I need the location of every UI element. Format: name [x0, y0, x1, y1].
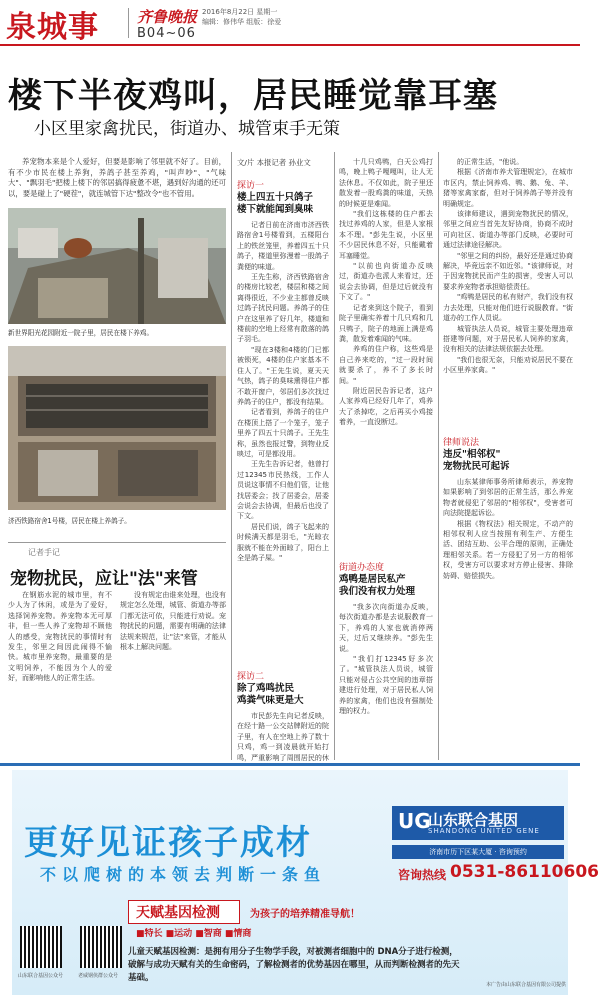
- qr-caption-1: 山东联合基因公众号: [18, 973, 64, 979]
- paper-logo: 齐鲁晚报: [137, 8, 198, 26]
- column-4-paragraph: 城管执法人员说，城管主要处理违章搭建等问题，对于居民私人饲养的家禽，没有相关的法律法规依据去处理。: [443, 324, 573, 354]
- column-divider: [231, 152, 232, 760]
- page-code: B04~06: [137, 26, 196, 41]
- section-body-3: [339, 602, 433, 760]
- qr-code-2[interactable]: [80, 926, 122, 968]
- section-title-3: 鸡鸭是居民私产 我们没有权力处理: [339, 574, 416, 597]
- qr-code-1[interactable]: [20, 926, 62, 968]
- section-body-4: [443, 477, 573, 760]
- editorial-column-a: [8, 590, 112, 760]
- section-4-paragraph: 山东某律师事务所律师表示，养宠物如果影响了到邻居的正常生活，那么养宠物者就侵犯了邻居的"相邻权"，受害者可向法院提起诉讼。: [443, 478, 573, 518]
- qr-caption-2: 老威钢侠群公众号: [78, 973, 119, 979]
- ad-logo-mark: UG: [398, 809, 431, 833]
- editorial-label: 记者手记: [28, 548, 60, 557]
- column-5-body: [443, 157, 573, 429]
- column-divider: [438, 152, 439, 760]
- ad-tagline: 不以爬树的本领去判断一条鱼: [40, 865, 327, 884]
- column-3-paragraph: 养鸡的住户称，这些鸡是自己养来吃的，"过一段时间就要杀了，养不了多长时间。": [339, 345, 433, 385]
- ad-brand-en: SHANDONG UNITED GENE: [428, 827, 540, 835]
- editorial-text-a: 在钢筋水泥的城市里，有不少人为了休闲，或是为了爱好，选择饲养宠物。养宠物本无可厚非，但一些人养了宠物却不顾他人的感受，宠物扰民的事情时有发生，邻里之间因此闹得不愉快。城市里养宠物，最重要的是文明饲养，不能因为个人的爱好，而影响他人的正常生活。: [8, 591, 112, 683]
- masthead-divider: [128, 8, 129, 38]
- section-4-paragraph: 根据《物权法》相关规定，不动产的相邻权利人应当按照有利生产、方便生活、团结互助、公平合理的原则，正确处理相邻关系。若一方侵犯了另一方的相邻权，受害方可以要求对方停止侵害、排除妨碍、赔偿损失。: [443, 519, 573, 580]
- headline: 楼下半夜鸡叫，居民睡觉靠耳塞: [8, 76, 498, 116]
- section-1-paragraph: 王先生称，济西铁路宿舍的楼房比较老，楼层和楼之间离得很近，不少业主都曾反映过鸽子扰民问题。养鸽子的住户在这里养了好几年，楼道和楼前的空地上经常有散落的鸽子羽毛。: [237, 273, 329, 344]
- section-1-paragraph: "现在3楼和4楼的门已都被锁死，4楼的住户家基本不住人了。"王先生说，夏天天气热，鸽子的臭味熏得住户都不敢开窗户，邻居们多次找过养鸽子的住户，都没有结果。: [237, 345, 329, 406]
- section-label-1: 探访一: [237, 181, 265, 191]
- section-label-4: 律师说法: [443, 438, 480, 448]
- column-3-body: [339, 157, 433, 552]
- photo-chicken-yard-image: [8, 208, 226, 324]
- ad-address: 济南市历下区某大厦 · 咨询预约: [392, 845, 564, 859]
- editorial-column-b: [120, 590, 226, 760]
- ad-slogan: 更好见证孩子成材: [24, 823, 312, 863]
- subheadline: 小区里家禽扰民，街道办、城管束手无策: [34, 119, 340, 139]
- ad-hotline-label: 咨询热线: [398, 868, 447, 882]
- section-title-1: 楼上四五十只鸽子 楼下就能闻到臭味: [237, 192, 314, 215]
- column-4-paragraph: "鸡鸭是居民的私有财产，我们没有权力去处理，只能对他们进行说服教育。"街道办的工作人员说。: [443, 293, 573, 323]
- photo-chicken-yard: [8, 208, 226, 324]
- column-5-paragraph: 的正常生活，"他说。: [457, 158, 524, 166]
- editorial-rule: [8, 542, 226, 543]
- ad-footnote: 本广告由山东联合基因有限公司提供: [486, 982, 567, 988]
- ad-test-name: 天赋基因检测: [136, 905, 220, 921]
- lead-paragraph: [8, 157, 226, 201]
- ad-brand-name: 山东联合基因: [428, 811, 519, 829]
- section-body-1: [237, 220, 329, 660]
- section-3-paragraph: "我多次向街道办反映，每次街道办都是去说服教育一下，养鸡的人家也就消停两天，过后又继续养。"彭先生说。: [339, 603, 433, 653]
- column-5-paragraph: "邻里之间的纠纷，最好还是通过协商解决，毕竟远亲不如近邻。"该律师说，对于因宠物扰民而产生的损害，受害人可以要求养宠物者承担赔偿责任。: [443, 251, 573, 291]
- section-title-2: 除了鸡鸣扰民 鸡粪气味更是大: [237, 683, 304, 706]
- section-title: 泉城事: [6, 10, 99, 45]
- section-1-paragraph: 居民们说，鸽子飞起来的时候满天都是羽毛，"光晾衣服就不能在外面晾了，阳台上全是鸽子屎。": [237, 522, 329, 562]
- column-divider: [334, 152, 335, 760]
- issue-editors: 编辑：修伟华 组版：徐爱: [202, 18, 282, 26]
- section-1-paragraph: 记者看到，养鸽子的住户在楼顶上搭了一个笼子，笼子里养了四五十只鸽子。王先生称，虽然也报过警，到物业反映过，可是都没用。: [237, 408, 329, 458]
- issue-date: 2016年8月22日 星期一: [202, 8, 278, 16]
- column-5-paragraph: 该律师建议，遇到宠物扰民的情况，邻里之间应当首先友好协商，协商不成时可向社区、街道办等部门反映，必要时可通过法律途径解决。: [443, 210, 573, 250]
- column-3-paragraph: "以前也向街道办反映过，街道办也派人来看过，还说会去协调，但是过后就没有下文了。": [339, 262, 433, 302]
- editorial-text-b: 没有规定由谁来处理，也没有规定怎么处理，城管、街道办等部门都无法可依，只能进行劝说。宠物扰民的问题，需要有明确的法律法规来规范，让"法"来管，才能从根本上解决问题。: [120, 591, 226, 652]
- column-5-paragraph: 根据《济南市养犬管理规定》，在城市市区内，禁止饲养鸡、鸭、鹅、兔、羊、猪等家禽家畜，但对于饲养鸽子等并没有明确规定。: [443, 168, 573, 208]
- ad-hotline: 0531-86110606: [450, 862, 599, 882]
- photo-pigeon-balcony: [8, 346, 226, 510]
- column-3-paragraph: "我们这栋楼的住户都去找过养鸡的人家，但是人家根本不理。"彭先生说，小区里不少居民休息不好，只能戴着耳塞睡觉。: [339, 210, 433, 260]
- section-body-2: [237, 711, 329, 762]
- ad-features: ■特长 ■运动 ■智商 ■情商: [136, 929, 252, 939]
- section-2-paragraph: 市民彭先生向记者反映，在经十路一公交站牌附近的院子里，有人在空地上养了数十只鸡，鸡一到凌晨就开始打鸣，严重影响了周围居民的休: [237, 712, 329, 762]
- section-title-4: 违反"相邻权" 宠物扰民可起诉: [443, 449, 510, 472]
- ad-test-subtitle: 为孩子的培养精准导航！: [250, 909, 360, 920]
- editorial-title: 宠物扰民，应让"法"来管: [10, 569, 198, 589]
- section-1-paragraph: 王先生告诉记者，他曾打过12345市民热线，工作人员说这事情不归他们管，让他找居委会；找了居委会，居委会说会去协调，但最后也没了下文。: [237, 460, 329, 521]
- column-3-paragraph: 十几只鸡鸭，白天公鸡打鸣，晚上鸭子嘎嘎叫，让人无法休息。不仅如此，院子里还散发着一股鸡粪的味道，天热的时候更是难闻。: [339, 158, 433, 208]
- photo-caption-1: 新世界阳光花园附近一院子里，居民在楼下养鸡。: [8, 329, 154, 337]
- column-3-paragraph: 记者来到这个院子，看到院子里确实养着十几只鸡和几只鸭子，院子的地面上满是鸡粪，散发着难闻的气味。: [339, 303, 433, 343]
- lead-text: 养宠物本来是个人爱好，但要是影响了邻里就不好了。目前，有不少市民在楼上养狗，养鸽子甚至养鸡，"叫声吵"、"气味大"、"飘羽毛"把楼上楼下的邻居搞得疲惫不堪，遇到好沟通的还可以，要是碰上了"硬茬"，就连城管下达"整改令"也不管用。: [8, 157, 226, 198]
- column-3-paragraph: 附近居民告诉记者，这户人家养鸡已经好几年了，鸡养大了杀掉吃，之后再买小鸡接着养，一直没断过。: [339, 386, 433, 427]
- ad-description: 儿童天赋基因检测：是拥有用分子生物学手段，对被测者细胞中的 DNA分子进行检测，破解与成功天赋有关的生命密码，了解检测者的优势基因在哪里，从而判断检测者的先天基础。: [128, 947, 460, 983]
- photo-caption-2: 济西铁路宿舍1号楼，居民在楼上养鸽子。: [8, 517, 131, 525]
- section-label-3: 街道办态度: [339, 563, 385, 573]
- photo-pigeon-balcony-image: [8, 346, 226, 510]
- section-3-paragraph: "我们打12345好多次了。"城管执法人员说，城管只能对侵占公共空间的违章搭建进行处理，对于居民私人饲养的家禽，他们也没有强制处理的权力。: [339, 655, 433, 716]
- section-label-2: 探访二: [237, 672, 265, 682]
- byline: 文/片 本报记者 孙业文: [237, 158, 311, 167]
- section-1-paragraph: 记者日前在济南市济西铁路宿舍1号楼看到，五楼阳台上的铁丝笼里，养着四五十只鸽子，楼道里弥漫着一股鸽子粪便的味道。: [237, 221, 329, 271]
- column-4-paragraph: "我们也很无奈，只能劝说居民不要在小区里养家禽。": [443, 355, 573, 375]
